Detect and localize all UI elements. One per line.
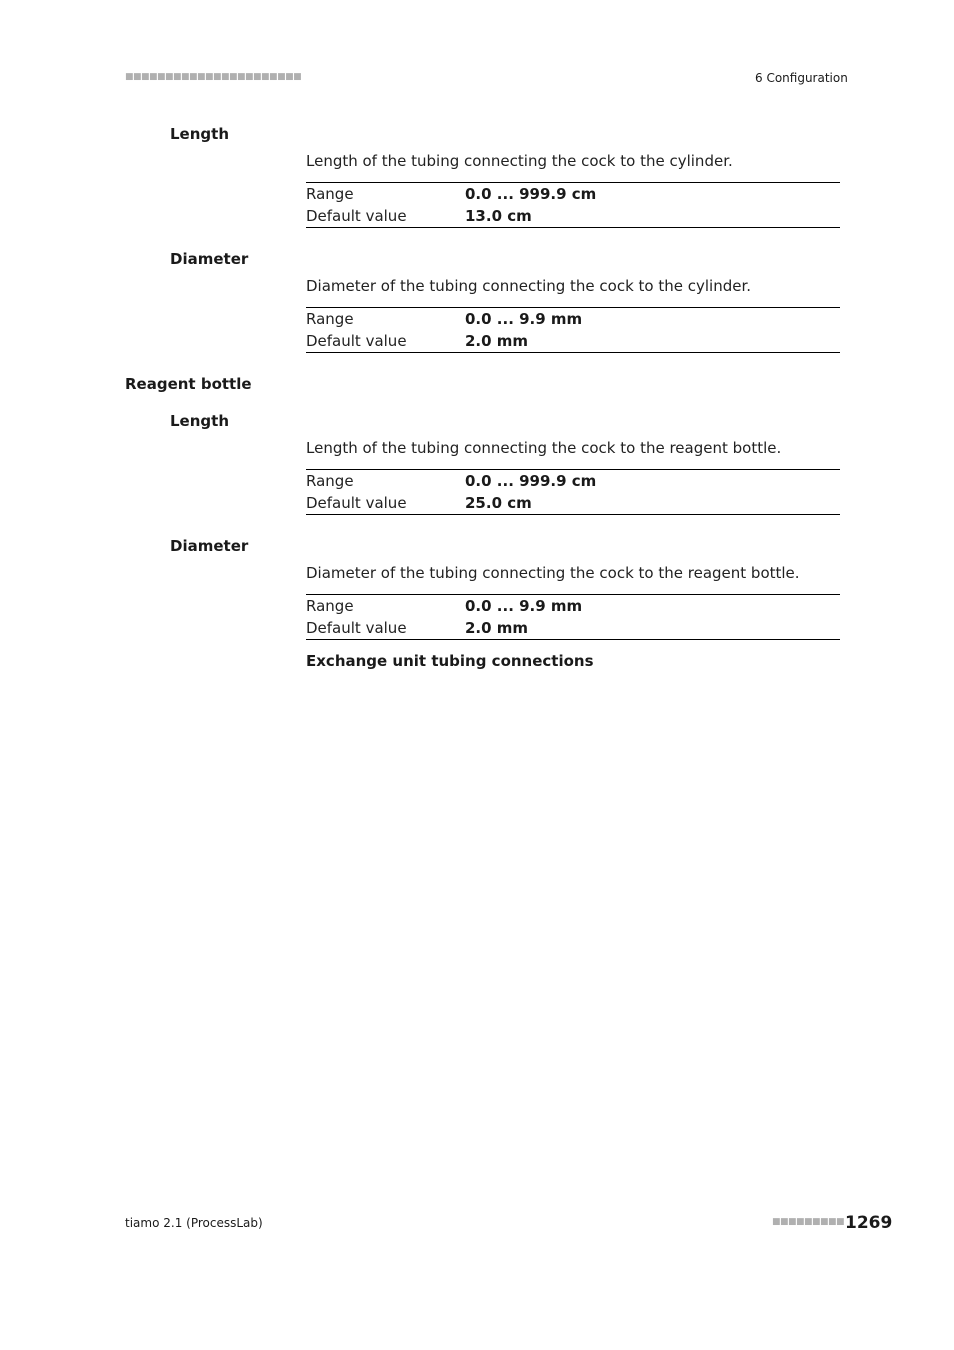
row-value: 0.0 ... 9.9 mm (465, 597, 583, 615)
table-row-range (306, 308, 840, 330)
table-row-range (306, 470, 840, 492)
section-heading-length: Length (170, 125, 229, 143)
header-decoration: ■■■■■■■■■■■■■■■■■■■■■■ (125, 72, 302, 82)
row-value: 25.0 cm (465, 494, 532, 512)
table-row-range (306, 183, 840, 205)
row-label: Default value (306, 494, 407, 512)
row-label: Default value (306, 619, 407, 637)
chapter-title: 6 Configuration (755, 71, 848, 85)
table-row-range (306, 595, 840, 617)
section-description: Length of the tubing connecting the cock to the reagent bottle. (306, 439, 782, 457)
row-value: 13.0 cm (465, 207, 532, 225)
row-value: 0.0 ... 9.9 mm (465, 310, 583, 328)
section-description: Diameter of the tubing connecting the cock to the cylinder. (306, 277, 752, 295)
section-description: Length of the tubing connecting the cock to the cylinder. (306, 152, 733, 170)
section-heading-diameter: Diameter (170, 250, 249, 268)
table-row-default (306, 330, 840, 352)
parameter-table (306, 469, 840, 515)
row-value: 2.0 mm (465, 619, 529, 637)
subsection-heading-exchange-unit: Exchange unit tubing connections (306, 652, 594, 670)
row-label: Default value (306, 332, 407, 350)
group-heading-reagent-bottle: Reagent bottle (125, 375, 252, 393)
row-value: 2.0 mm (465, 332, 529, 350)
row-label: Range (306, 185, 354, 203)
row-value: 0.0 ... 999.9 cm (465, 185, 597, 203)
parameter-table (306, 594, 840, 640)
row-label: Range (306, 597, 354, 615)
row-value: 0.0 ... 999.9 cm (465, 472, 597, 490)
parameter-table (306, 182, 840, 228)
row-label: Range (306, 310, 354, 328)
page-number: 1269 (845, 1213, 893, 1233)
footer-decoration: ■■■■■■■■■ (772, 1217, 845, 1227)
table-row-default (306, 617, 840, 639)
parameter-table (306, 307, 840, 353)
section-heading-diameter: Diameter (170, 537, 249, 555)
table-row-default (306, 492, 840, 514)
footer-product: tiamo 2.1 (ProcessLab) (125, 1216, 263, 1230)
row-label: Default value (306, 207, 407, 225)
section-description: Diameter of the tubing connecting the cock to the reagent bottle. (306, 564, 800, 582)
row-label: Range (306, 472, 354, 490)
section-heading-length: Length (170, 412, 229, 430)
table-row-default (306, 205, 840, 227)
